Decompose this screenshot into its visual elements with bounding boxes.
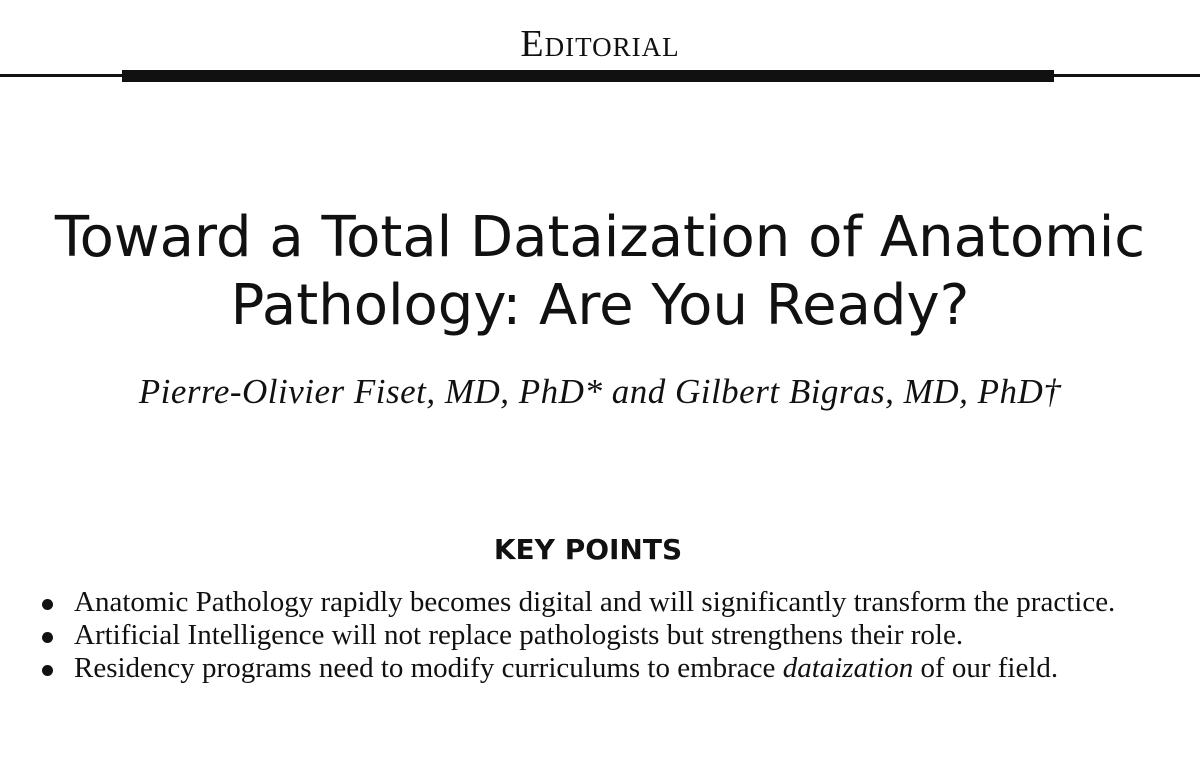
bullet-icon <box>42 632 53 643</box>
key-point-emphasis: dataization <box>782 652 914 684</box>
header-rule-thick <box>122 70 1054 82</box>
key-point-text: Artificial Intelligence will not replace pathologists but strengthens their role. <box>74 619 964 651</box>
key-points-heading: KEY POINTS <box>493 533 683 566</box>
title-line-2: Pathology: Are You Ready? <box>230 273 970 338</box>
key-point-item <box>42 586 1136 619</box>
key-point-text: Anatomic Pathology rapidly becomes digital and will significantly transform the practice. <box>74 586 1116 618</box>
key-point-text-start: Residency programs need to modify curriculums to embrace <box>74 652 783 684</box>
bullet-icon <box>42 665 53 676</box>
key-point-item <box>42 652 1136 685</box>
article-title <box>0 204 1200 340</box>
author-line: Pierre-Olivier Fiset, MD, PhD* and Gilbert Bigras, MD, PhD† <box>138 372 1062 411</box>
key-point-item <box>42 619 1136 652</box>
key-point-text-end: of our field. <box>913 652 1059 684</box>
title-line-1: Toward a Total Dataization of Anatomic <box>54 205 1146 270</box>
key-points-list <box>42 586 1136 685</box>
section-label: Editorial <box>520 23 680 65</box>
bullet-icon <box>42 599 53 610</box>
